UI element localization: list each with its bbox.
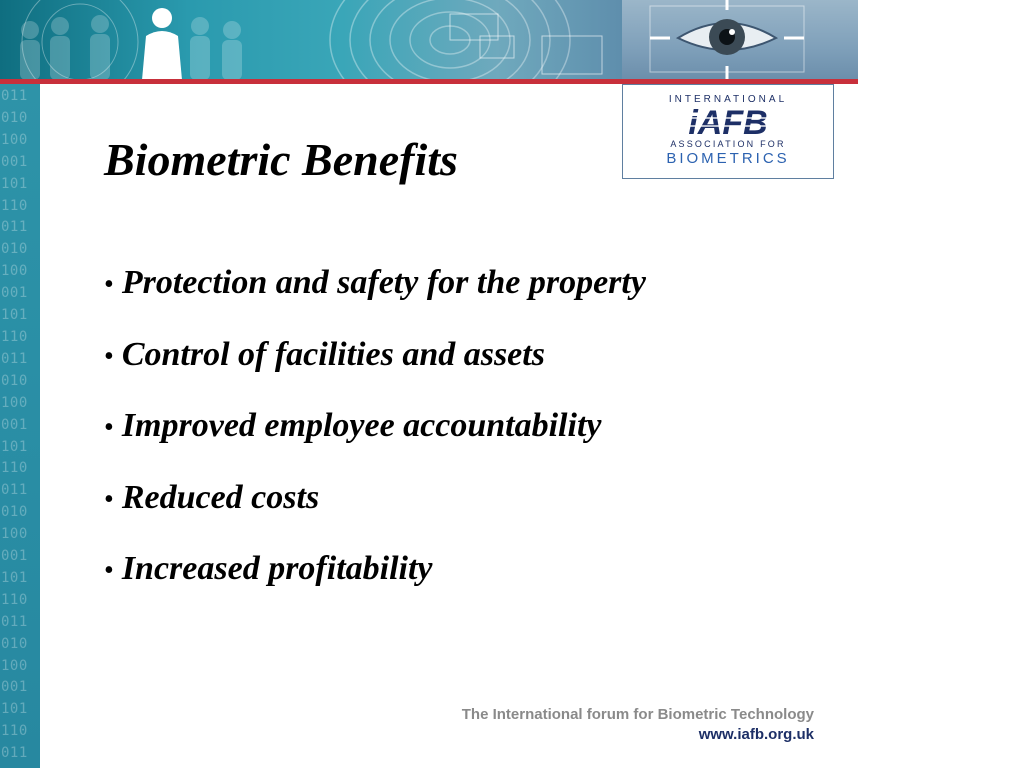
bullet-symbol: • bbox=[104, 340, 114, 372]
binary-line: 010 bbox=[1, 372, 28, 389]
binary-line: 100 bbox=[1, 263, 28, 280]
logo-line2: BIOMETRICS bbox=[666, 150, 790, 167]
binary-line: 100 bbox=[1, 131, 28, 148]
binary-line: 110 bbox=[1, 197, 28, 214]
binary-line: 100 bbox=[1, 526, 28, 543]
binary-line: 001 bbox=[1, 416, 28, 433]
footer-tagline: The International forum for Biometric Technology bbox=[461, 706, 814, 723]
bullet-item bbox=[104, 401, 646, 473]
binary-line: 110 bbox=[1, 591, 28, 608]
footer-url[interactable]: www.iafb.org.uk bbox=[698, 726, 814, 743]
logo-top-text: INTERNATIONAL bbox=[668, 94, 788, 105]
binary-sidebar bbox=[0, 84, 40, 768]
binary-line: 101 bbox=[1, 701, 28, 718]
bullet-text: Increased profitability bbox=[121, 550, 433, 587]
binary-line: 011 bbox=[1, 350, 28, 367]
bullet-list bbox=[104, 258, 646, 616]
bullet-item bbox=[104, 544, 646, 616]
binary-line: 011 bbox=[1, 482, 28, 499]
bullet-text: Improved employee accountability bbox=[121, 407, 602, 444]
eye-graphic bbox=[622, 0, 858, 80]
binary-line: 101 bbox=[1, 438, 28, 455]
binary-line: 010 bbox=[1, 635, 28, 652]
fingerprint-graphic bbox=[280, 0, 620, 80]
crowd-silhouette-graphic bbox=[0, 0, 300, 80]
logo-mark bbox=[633, 107, 823, 137]
bullet-symbol: • bbox=[104, 412, 114, 443]
bullet-item bbox=[104, 258, 646, 330]
bullet-symbol: • bbox=[104, 555, 114, 586]
binary-line: 001 bbox=[1, 153, 28, 170]
bullet-text: Reduced costs bbox=[121, 478, 320, 516]
binary-line: 101 bbox=[1, 569, 28, 586]
binary-line: 110 bbox=[1, 723, 28, 740]
bullet-symbol: • bbox=[104, 483, 114, 515]
binary-line: 001 bbox=[1, 285, 28, 302]
binary-line: 010 bbox=[1, 109, 28, 126]
binary-line: 110 bbox=[1, 460, 28, 477]
binary-line: 110 bbox=[1, 328, 28, 345]
header-banner bbox=[0, 0, 858, 80]
binary-line: 011 bbox=[1, 613, 28, 630]
eye-panel bbox=[622, 0, 858, 80]
binary-line: 100 bbox=[1, 394, 28, 411]
bullet-item bbox=[104, 473, 646, 545]
logo-line1: ASSOCIATION FOR bbox=[670, 139, 786, 149]
bullet-item bbox=[104, 330, 646, 402]
bullet-text: Protection and safety for the property bbox=[121, 264, 646, 301]
binary-line: 101 bbox=[1, 307, 28, 324]
iafb-logo bbox=[622, 84, 834, 179]
bullet-text: Control of facilities and assets bbox=[121, 335, 545, 373]
binary-line: 100 bbox=[1, 657, 28, 674]
logo-mark-text: iAFB bbox=[688, 107, 768, 137]
binary-digits bbox=[0, 86, 40, 765]
binary-line: 001 bbox=[1, 548, 28, 565]
binary-line: 010 bbox=[1, 241, 28, 258]
bullet-symbol: • bbox=[104, 269, 114, 300]
binary-line: 101 bbox=[1, 175, 28, 192]
binary-line: 011 bbox=[1, 745, 28, 762]
binary-line: 010 bbox=[1, 504, 28, 521]
binary-line: 011 bbox=[1, 88, 28, 104]
binary-line: 011 bbox=[1, 219, 28, 236]
binary-line: 001 bbox=[1, 679, 28, 696]
slide-title: Biometric Benefits bbox=[104, 134, 458, 185]
